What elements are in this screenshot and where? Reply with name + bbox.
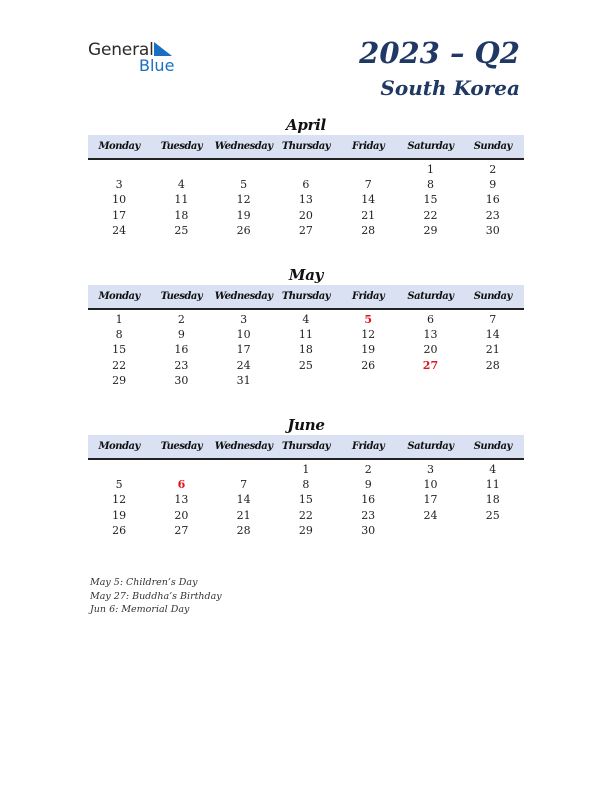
weekday-label: Tuesday [160, 441, 203, 452]
day-cell: 7 [364, 178, 372, 192]
empty-day-cell [275, 162, 337, 177]
day-grid [88, 162, 524, 238]
day-cell: 31 [236, 373, 251, 387]
day-cell: 12 [112, 493, 127, 507]
day-cell: 17 [423, 493, 438, 507]
day-cell: 21 [236, 508, 251, 522]
day-cell: 1 [302, 463, 310, 476]
week-row [88, 208, 524, 223]
weekday-label: Monday [98, 141, 140, 152]
day-cell: 9 [364, 478, 372, 492]
empty-day-cell [462, 523, 524, 538]
day-cell: 21 [361, 208, 376, 222]
month-block-may [88, 265, 524, 388]
day-cell: 24 [236, 358, 251, 372]
empty-day-cell [337, 373, 399, 388]
day-cell: 28 [361, 223, 376, 237]
day-cell: 16 [485, 193, 500, 207]
week-row [88, 508, 524, 523]
weekday-label: Sunday [473, 291, 512, 302]
weekday-label: Saturday [407, 441, 454, 452]
week-row [88, 492, 524, 507]
weekday-label: Friday [352, 141, 385, 152]
weekday-label: Tuesday [160, 291, 203, 302]
week-row [88, 462, 524, 477]
weekday-label: Monday [98, 441, 140, 452]
holiday-notes [90, 576, 222, 617]
day-cell: 22 [298, 508, 313, 522]
empty-day-cell [88, 462, 150, 477]
day-cell: 20 [298, 208, 313, 222]
day-cell: 16 [361, 493, 376, 507]
weekday-label: Sunday [473, 141, 512, 152]
empty-day-cell [337, 162, 399, 177]
day-grid [88, 462, 524, 538]
day-cell: 3 [240, 313, 248, 326]
week-row [88, 477, 524, 492]
empty-day-cell [150, 162, 212, 177]
day-cell: 22 [423, 208, 438, 222]
day-cell: 10 [423, 478, 438, 492]
day-cell: 28 [485, 358, 500, 372]
day-cell: 12 [361, 328, 376, 342]
day-cell: 25 [298, 358, 313, 372]
day-cell: 3 [426, 463, 434, 476]
page-title: 2023 – Q2 [359, 36, 520, 70]
day-cell: 23 [361, 508, 376, 522]
weekday-label: Thursday [281, 441, 331, 452]
holiday-note: May 27: Buddha’s Birthday [90, 590, 222, 602]
day-cell: 14 [361, 193, 376, 207]
day-cell: 8 [115, 328, 123, 342]
day-cell: 4 [177, 178, 185, 192]
logo-general-text: General [88, 40, 154, 60]
day-cell: 20 [423, 343, 438, 357]
empty-day-cell [462, 373, 524, 388]
day-cell: 11 [485, 478, 500, 492]
day-cell: 6 [302, 178, 310, 192]
logo-blue-text: Blue [139, 56, 175, 75]
day-cell: 26 [361, 358, 376, 372]
day-cell: 29 [112, 373, 127, 387]
month-name: June [287, 416, 325, 434]
holiday-note: Jun 6: Memorial Day [90, 604, 190, 615]
day-cell: 18 [298, 343, 313, 357]
day-cell: 15 [112, 343, 127, 357]
day-cell: 11 [298, 328, 313, 342]
logo-flag-icon [152, 42, 174, 58]
week-row [88, 162, 524, 177]
day-cell: 17 [112, 208, 127, 222]
month-block-june [88, 415, 524, 538]
weekday-label: Saturday [407, 291, 454, 302]
day-cell: 30 [174, 373, 189, 387]
weekday-label: Saturday [407, 141, 454, 152]
holiday-day-cell: 6 [177, 478, 186, 492]
weekday-label: Wednesday [214, 291, 273, 302]
day-cell: 6 [426, 313, 434, 326]
day-cell: 14 [236, 493, 251, 507]
day-cell: 21 [485, 343, 500, 357]
day-cell: 13 [174, 493, 189, 507]
day-cell: 19 [361, 343, 376, 357]
country-subtitle: South Korea [380, 76, 520, 100]
empty-day-cell [399, 523, 461, 538]
week-row [88, 177, 524, 192]
week-row [88, 327, 524, 342]
day-cell: 26 [112, 523, 127, 537]
weekday-label: Friday [352, 291, 385, 302]
weekday-label: Wednesday [214, 141, 273, 152]
day-cell: 11 [174, 193, 189, 207]
day-cell: 29 [298, 523, 313, 537]
week-row [88, 312, 524, 327]
empty-day-cell [213, 462, 275, 477]
empty-day-cell [213, 162, 275, 177]
week-row [88, 373, 524, 388]
week-row [88, 342, 524, 357]
weekday-label: Monday [98, 291, 140, 302]
holiday-day-cell: 5 [364, 313, 373, 326]
day-cell: 12 [236, 193, 251, 207]
day-cell: 9 [177, 328, 185, 342]
week-row [88, 358, 524, 373]
day-cell: 23 [485, 208, 500, 222]
day-cell: 16 [174, 343, 189, 357]
day-cell: 15 [423, 193, 438, 207]
weekday-label: Wednesday [214, 441, 273, 452]
day-cell: 7 [240, 478, 248, 492]
day-cell: 30 [485, 223, 500, 237]
day-cell: 24 [423, 508, 438, 522]
day-cell: 14 [485, 328, 500, 342]
day-cell: 24 [112, 223, 127, 237]
weekday-header-row [88, 285, 524, 310]
day-cell: 22 [112, 358, 127, 372]
weekday-label: Thursday [281, 141, 331, 152]
week-row [88, 223, 524, 238]
month-name: May [288, 266, 324, 284]
week-row [88, 192, 524, 207]
day-cell: 10 [236, 328, 251, 342]
day-cell: 20 [174, 508, 189, 522]
empty-day-cell [88, 162, 150, 177]
day-cell: 4 [302, 313, 310, 326]
weekday-label: Thursday [281, 291, 331, 302]
empty-day-cell [399, 373, 461, 388]
day-cell: 18 [174, 208, 189, 222]
day-cell: 1 [115, 313, 123, 326]
day-cell: 2 [489, 163, 497, 176]
day-cell: 10 [112, 193, 127, 207]
day-cell: 8 [302, 478, 310, 492]
day-cell: 5 [240, 178, 248, 192]
day-cell: 25 [174, 223, 189, 237]
day-cell: 26 [236, 223, 251, 237]
holiday-day-cell: 27 [422, 358, 439, 372]
day-grid [88, 312, 524, 388]
day-cell: 2 [364, 463, 372, 476]
holiday-note: May 5: Children’s Day [90, 577, 198, 588]
day-cell: 17 [236, 343, 251, 357]
week-row [88, 523, 524, 538]
day-cell: 25 [485, 508, 500, 522]
day-cell: 27 [174, 523, 189, 537]
day-cell: 8 [426, 178, 434, 192]
brand-logo [88, 40, 188, 76]
month-block-april [88, 115, 524, 238]
day-cell: 29 [423, 223, 438, 237]
day-cell: 9 [489, 178, 497, 192]
day-cell: 13 [423, 328, 438, 342]
day-cell: 15 [298, 493, 313, 507]
day-cell: 3 [115, 178, 123, 192]
day-cell: 28 [236, 523, 251, 537]
weekday-label: Tuesday [160, 141, 203, 152]
weekday-label: Friday [352, 441, 385, 452]
day-cell: 19 [236, 208, 251, 222]
day-cell: 1 [426, 163, 434, 176]
day-cell: 19 [112, 508, 127, 522]
day-cell: 30 [361, 523, 376, 537]
weekday-label: Sunday [473, 441, 512, 452]
weekday-header-row [88, 135, 524, 160]
empty-day-cell [150, 462, 212, 477]
day-cell: 5 [115, 478, 123, 492]
month-name: April [286, 116, 326, 134]
day-cell: 13 [298, 193, 313, 207]
day-cell: 7 [489, 313, 497, 326]
empty-day-cell [275, 373, 337, 388]
day-cell: 27 [298, 223, 313, 237]
day-cell: 4 [489, 463, 497, 476]
day-cell: 23 [174, 358, 189, 372]
day-cell: 18 [485, 493, 500, 507]
day-cell: 2 [177, 313, 185, 326]
weekday-header-row [88, 435, 524, 460]
